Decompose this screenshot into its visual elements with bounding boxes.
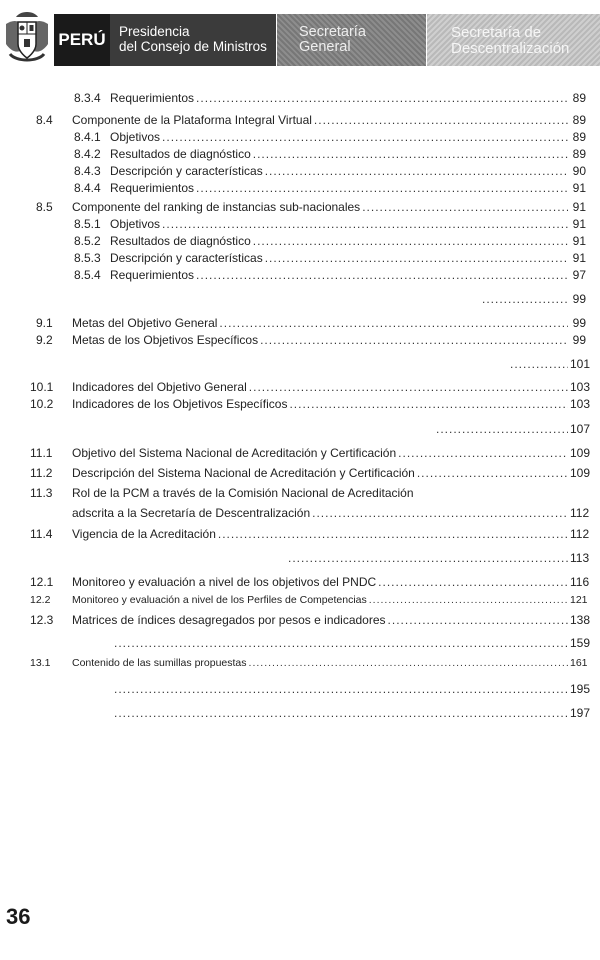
toc-leader-dots	[369, 594, 568, 606]
toc-entry-page: 91	[572, 251, 586, 265]
toc-entry-number: 9.2	[36, 333, 53, 347]
page-number: 36	[6, 904, 31, 929]
toc-entry	[30, 466, 591, 484]
toc-entry-page: 112	[570, 527, 590, 541]
toc-entry-title: Requerimientos	[110, 268, 195, 282]
toc-entry-page: 91	[572, 181, 586, 195]
toc-entry-title: Indicadores del Objetivo General	[72, 380, 247, 394]
toc-leader-dots	[114, 636, 568, 650]
toc-entry	[30, 446, 591, 464]
toc-entry-number: 12.1	[30, 575, 54, 589]
toc-entry-page: 90	[572, 164, 586, 178]
toc-leader-dots	[398, 446, 568, 460]
toc-entry-page: 138	[570, 613, 591, 627]
toc-entry	[30, 594, 586, 612]
toc-entry	[112, 682, 591, 700]
toc-entry-page: 116	[570, 575, 590, 589]
toc-entry	[36, 333, 586, 351]
toc-leader-dots	[253, 147, 568, 161]
toc-entry-number: 8.4	[36, 113, 53, 127]
toc-entry-page: 99	[572, 292, 586, 306]
toc-leader-dots	[162, 217, 568, 231]
toc-entry-title: Resultados de diagnóstico	[110, 147, 251, 161]
toc-entry-number: 11.4	[30, 527, 53, 541]
toc-leader-dots	[378, 575, 568, 589]
toc-entry	[36, 164, 586, 182]
toc-entry	[36, 251, 586, 269]
toc-entry-number: 10.2	[30, 397, 54, 411]
toc-leader-dots	[196, 91, 568, 105]
toc-entry-page: 99	[572, 316, 586, 330]
toc-entry-title: Componente del ranking de instancias sub-nacionales	[72, 200, 361, 214]
toc-entry	[36, 91, 586, 109]
toc-entry	[30, 506, 590, 524]
toc-entry	[112, 636, 591, 654]
toc-entry-title: Descripción del Sistema Nacional de Acreditación y Certificación	[72, 466, 415, 480]
toc-entry-page: 89	[572, 147, 586, 161]
toc-entry-number: 8.4.4	[74, 181, 101, 195]
toc-entry-title: Metas del Objetivo General	[72, 316, 218, 330]
secretaria-general-label	[277, 14, 426, 66]
toc-entry-number: 8.4.3	[74, 164, 101, 178]
toc-entry-page: 103	[570, 397, 591, 411]
toc-entry-page: 195	[570, 682, 591, 696]
secretaria-descentralizacion-label	[427, 14, 600, 66]
toc-leader-dots	[196, 268, 568, 282]
toc-entry	[36, 234, 586, 252]
toc-entry-number: 11.3	[30, 486, 53, 500]
toc-entry	[36, 217, 586, 235]
toc-entry-page: 161	[570, 657, 588, 669]
toc-leader-dots	[249, 657, 568, 669]
peru-label: PERÚ	[54, 14, 110, 66]
toc-entry-number: 8.5.1	[74, 217, 101, 231]
toc-entry-title: Resultados de diagnóstico	[110, 234, 251, 248]
toc-entry-page: 89	[572, 130, 586, 144]
toc-entry-title: Contenido de las sumillas propuestas	[72, 657, 247, 669]
toc-entry	[36, 200, 586, 218]
toc-entry-title: Requerimientos	[110, 91, 195, 105]
toc-entry	[36, 130, 586, 148]
presidencia-line1: Presidencia	[119, 24, 190, 39]
toc-entry-number: 8.4.2	[74, 147, 101, 161]
toc-leader-dots	[289, 397, 568, 411]
toc-entry	[30, 613, 591, 631]
toc-leader-dots	[260, 333, 568, 347]
toc-entry-title: Rol de la PCM a través de la Comisión Nacional de Acreditación	[72, 486, 414, 500]
toc-entry	[36, 113, 586, 131]
toc-entry-title: Requerimientos	[110, 181, 195, 195]
toc-entry-page: 103	[570, 380, 591, 394]
toc-entry-number: 9.1	[36, 316, 53, 330]
toc-leader-dots	[218, 527, 568, 541]
toc-entry-number: 8.5	[36, 200, 53, 214]
toc-entry	[36, 268, 586, 286]
toc-leader-dots	[510, 357, 568, 371]
toc-entry-title: Vigencia de la Acreditación	[72, 527, 216, 541]
toc-entry	[36, 181, 586, 199]
toc-entry-number: 13.1	[30, 657, 51, 669]
toc-entry-page: 101	[570, 357, 591, 371]
toc-entry-page: 107	[570, 422, 591, 436]
toc-entry-number: 11.1	[30, 446, 53, 460]
toc-entry-title: Indicadores de los Objetivos Específicos	[72, 397, 288, 411]
toc-entry-number: 11.2	[30, 466, 53, 480]
secretaria-general-line2: General	[299, 39, 351, 55]
toc-leader-dots	[288, 551, 568, 565]
toc-entry	[480, 292, 586, 310]
peru-coat-of-arms-icon	[2, 10, 52, 66]
toc-entry	[36, 316, 586, 334]
toc-entry-number: 8.3.4	[74, 91, 101, 105]
toc-entry-page: 109	[570, 446, 591, 460]
toc-leader-dots	[219, 316, 568, 330]
secretaria-desc-line2: Descentralización	[451, 40, 570, 57]
toc-entry-page: 197	[570, 706, 591, 720]
toc-leader-dots	[265, 164, 568, 178]
toc-entry	[112, 706, 591, 724]
toc-entry	[30, 575, 590, 593]
toc-entry-number: 12.3	[30, 613, 54, 627]
toc-leader-dots	[388, 613, 568, 627]
toc-entry-number: 8.5.3	[74, 251, 101, 265]
toc-leader-dots	[114, 682, 568, 696]
toc-entry	[434, 422, 591, 440]
presidencia-consejo-ministros-label	[110, 14, 276, 66]
toc-leader-dots	[249, 380, 568, 394]
toc-entry	[30, 380, 591, 398]
toc-entry-title: Monitoreo y evaluación a nivel de los Perfiles de Competencias	[72, 594, 367, 606]
toc-entry-page: 112	[570, 506, 590, 520]
toc-entry-page: 91	[572, 234, 586, 248]
toc-entry-title: Monitoreo y evaluación a nivel de los objetivos del PNDC	[72, 575, 377, 589]
toc-entry	[30, 527, 590, 545]
toc-entry-page: 109	[570, 466, 591, 480]
toc-entry-page: 113	[570, 551, 590, 565]
toc-leader-dots	[162, 130, 568, 144]
toc-entry-page: 159	[570, 636, 591, 650]
toc-entry-title: Metas de los Objetivos Específicos	[72, 333, 259, 347]
toc-leader-dots	[196, 181, 568, 195]
toc-entry-title: Matrices de índices desagregados por pesos e indicadores	[72, 613, 386, 627]
toc-entry-title: adscrita a la Secretaría de Descentralización	[72, 506, 311, 520]
toc-leader-dots	[253, 234, 568, 248]
secretaria-general-line1: Secretaría	[299, 24, 366, 40]
toc-entry	[30, 397, 591, 415]
secretaria-desc-line1: Secretaría de	[451, 24, 542, 41]
toc-entry-number: 8.4.1	[74, 130, 101, 144]
toc-entry-number: 8.5.2	[74, 234, 101, 248]
toc-entry-page: 99	[572, 333, 586, 347]
toc-entry-page: 121	[570, 594, 588, 606]
document-header	[0, 0, 600, 72]
toc-entry-title: Objetivo del Sistema Nacional de Acreditación y Certificación	[72, 446, 397, 460]
toc-entry-title: Descripción y características	[110, 251, 263, 265]
toc-entry	[36, 147, 586, 165]
toc-entry	[508, 357, 591, 375]
toc-leader-dots	[314, 113, 568, 127]
toc-entry	[30, 657, 586, 675]
toc-leader-dots	[362, 200, 568, 214]
toc-entry-page: 89	[572, 91, 586, 105]
toc-entry-page: 97	[572, 268, 586, 282]
toc-entry-title: Descripción y características	[110, 164, 263, 178]
toc-leader-dots	[417, 466, 568, 480]
toc-entry	[30, 486, 586, 504]
presidencia-line2: del Consejo de Ministros	[119, 39, 267, 54]
toc-entry-page: 91	[572, 217, 586, 231]
toc-entry-title: Objetivos	[110, 217, 161, 231]
toc-entry-number: 10.1	[30, 380, 54, 394]
toc-entry-page: 91	[572, 200, 586, 214]
toc-entry-title: Objetivos	[110, 130, 161, 144]
toc-leader-dots	[265, 251, 568, 265]
toc-leader-dots	[436, 422, 568, 436]
toc-entry	[286, 551, 590, 569]
toc-entry-number: 8.5.4	[74, 268, 101, 282]
toc-entry-title: Componente de la Plataforma Integral Virtual	[72, 113, 312, 127]
toc-leader-dots	[312, 506, 568, 520]
toc-entry-page: 89	[572, 113, 586, 127]
toc-leader-dots	[482, 292, 568, 306]
toc-leader-dots	[114, 706, 568, 720]
toc-entry-number: 12.2	[30, 594, 51, 606]
